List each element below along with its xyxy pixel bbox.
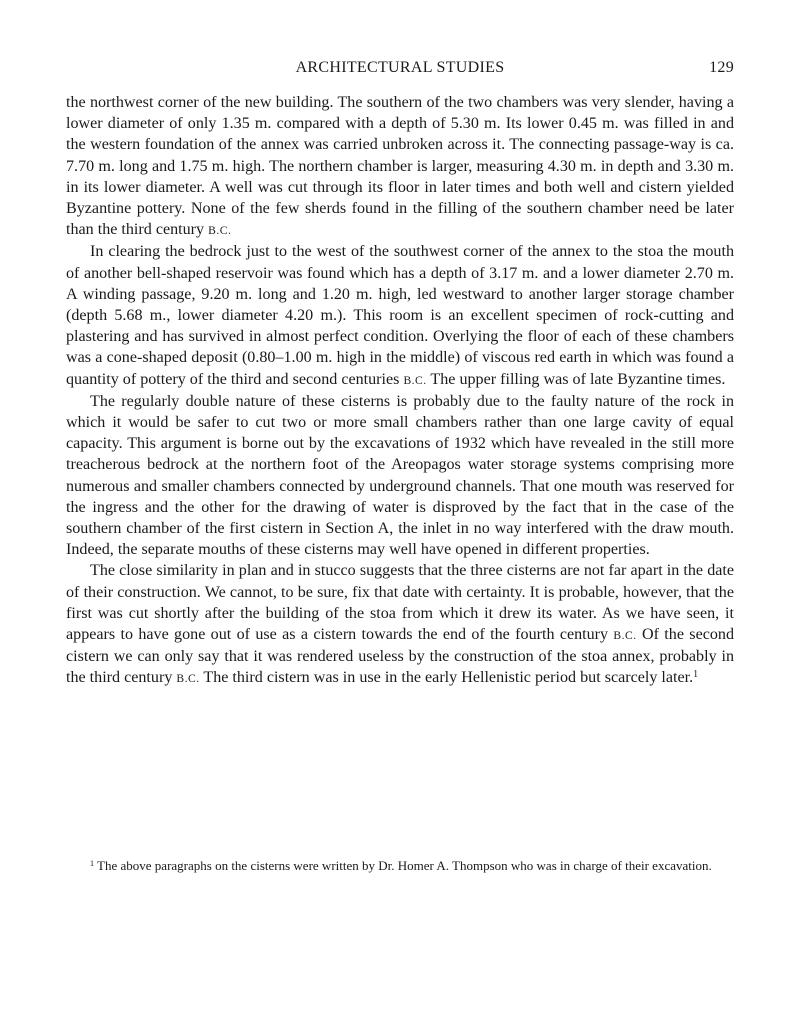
paragraph — [66, 241, 734, 390]
page-number: 129 — [709, 59, 734, 76]
era-abbreviation: B.C. — [613, 629, 637, 643]
text-run: The upper filling was of late Byzantine times. — [426, 370, 726, 388]
footnote-marker: 1 — [90, 858, 95, 868]
running-header — [66, 59, 734, 81]
text-run: The close similarity in plan and in stucco suggests that the three cisterns are not far apart in the date of their construction. We cannot, to be sure, fix that date with certainty. It is probable, however, that the first was cut shortly after the building of the stoa from which it drew its water. As we have seen, it appears to have gone out of use as a cistern towards the end of the fourth century — [66, 562, 734, 644]
paragraph — [66, 560, 734, 689]
footnote-text: The above paragraphs on the cisterns were written by Dr. Homer A. Thompson who was in charge of their excavation. — [94, 858, 712, 873]
footnote — [66, 857, 734, 874]
era-abbreviation: B.C. — [208, 224, 232, 238]
footnote-reference: 1 — [693, 669, 699, 681]
text-run: Of the second cistern we can only say that it was rendered useless by the construction of the stoa annex, probably in the third century — [66, 626, 734, 687]
era-abbreviation: B.C. — [403, 373, 427, 387]
body-text — [66, 92, 734, 690]
text-run: The regularly double nature of these cisterns is probably due to the faulty nature of the rock in which it would be safer to cut two or more small chambers rather than one large cavity of equal capacity. This argument is borne out by the excavations of 1932 which have revealed in the still more treacherous bedrock at the northern foot of the Areopagos water storage systems comprising more numerous and smaller chambers connected by underground channels. That one mouth was reserved for the ingress and the other for the drawing of water is disproved by the fact that in the case of the southern chamber of the first cistern in Section A, the inlet in no way interfered with the draw mouth. Indeed, the separate mouths of these cisterns may well have opened in different properties. — [66, 392, 734, 559]
text-run: the northwest corner of the new building. The southern of the two chambers was very slender, having a lower diameter of only 1.35 m. compared with a depth of 5.30 m. Its lower 0.45 m. was filled in and the western foundation of the annex was carried unbroken across it. The connecting passage-way is ca. 7.70 m. long and 1.75 m. high. The northern chamber is larger, measuring 4.30 m. in depth and 3.30 m. in its lower diameter. A well was cut through its floor in later times and both well and cistern yielded Byzantine pottery. None of the few sherds found in the filling of the southern chamber need be later than the third century — [66, 94, 734, 239]
paragraph — [66, 92, 734, 241]
paragraph — [66, 391, 734, 561]
era-abbreviation: B.C. — [176, 672, 200, 686]
text-run: The third cistern was in use in the early Hellenistic period but scarcely later. — [199, 669, 694, 687]
running-title: ARCHITECTURAL STUDIES — [295, 59, 505, 76]
text-run: In clearing the bedrock just to the west of the southwest corner of the annex to the stoa the mouth of another bell-shaped reservoir was found which has a depth of 3.17 m. and a lower diameter 2.70 m. A winding passage, 9.20 m. long and 1.20 m. high, led westward to another larger storage chamber (depth 5.68 m., lower diameter 4.20 m.). This room is an excellent specimen of rock-cutting and plastering and has survived in almost perfect condition. Overlying the floor of each of these chambers was a cone-shaped deposit (0.80–1.00 m. high in the middle) of viscous red earth in which was found a quantity of pottery of the third and second centuries — [66, 243, 734, 388]
